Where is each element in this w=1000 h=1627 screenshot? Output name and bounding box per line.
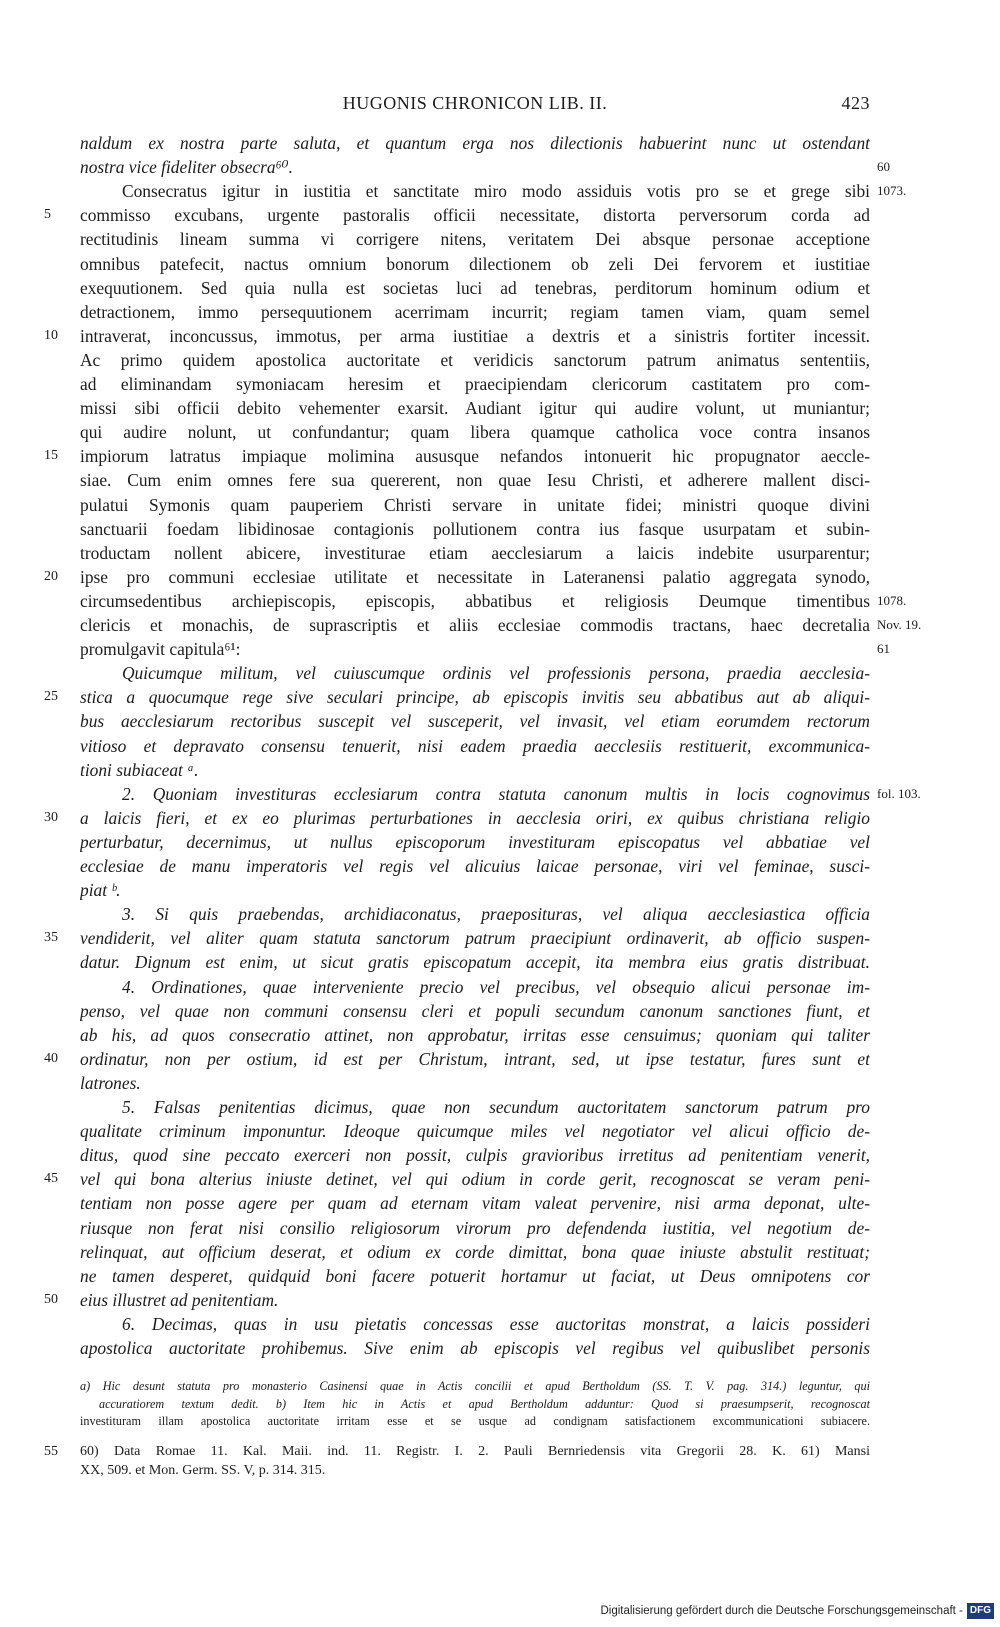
line-number: 50 (44, 1291, 58, 1307)
body-line: Consecratus igitur in iustitia et sanctitate miro modo assiduis votis pro se et grege sibi (122, 181, 870, 202)
body-line: vendiderit, vel aliter quam statuta sanctorum patrum praecipiunt ordinaverit, ab officio suspen- (80, 928, 870, 949)
footnote-line: accuratiorem textum dedit. b) Item hic in Actis et apud Bertholdum adduntur: Quod si praesumpserit, recognoscat (99, 1396, 870, 1411)
running-title: HUGONIS CHRONICON LIB. II. (342, 93, 608, 113)
body-line: latrones. (80, 1072, 141, 1093)
body-line: penso, vel quae non communi consensu cleri et populi secundum canonum sanctiones fiunt, et (80, 1000, 870, 1021)
body-line: naldum ex nostra parte saluta, et quantum erga nos dilectionis habuerint nunc ut ostendant (80, 133, 870, 153)
body-line: riusque non ferat nisi consilio religiosorum virorum pro defendenda iustitia, vel negotium de- (80, 1217, 870, 1238)
body-line: tentiam non posse agere per quam ad eternam vitam valeat pervenire, nisi arma deponat, ulte- (80, 1193, 870, 1214)
line-number: 20 (44, 568, 58, 584)
body-line: 3. Si quis praebendas, archidiaconatus, praeposituras, vel aliqua aecclesiastica officia (122, 904, 870, 925)
body-line: clericis et monachis, de suprascriptis et aliis ecclesiae commodis tractans, haec decretalia (80, 615, 870, 635)
body-line: perturbatur, decernimus, ut nullus episcoporum investituram episcopatus vel abbatiae vel (80, 831, 870, 852)
line-number: 45 (44, 1171, 58, 1187)
body-line: 2. Quoniam investituras ecclesiarum contra statuta canonum multis in locis cognovimus (122, 783, 870, 804)
body-line: circumsedentibus archiepiscopis, episcopis, abbatibus et religiosis Deumque timentibus (80, 590, 870, 611)
body-line: ipse pro communi ecclesiae utilitate et necessitate in Lateranensi palatio aggregata synodo, (80, 566, 870, 587)
digitization-footer (600, 1601, 994, 1621)
body-line: pulatui Symonis quam pauperiem Christi servare in unitate fidei; ministri quoque divini (80, 494, 870, 515)
body-line: apostolica auctoritate prohibemus. Sive enim ab episcopis vel regibus vel quibuslibet personis (80, 1338, 870, 1358)
body-line: relinquat, aut officium deserat, et odium ex corde dimittat, bona quae iniuste abstulit restituat; (80, 1241, 870, 1262)
body-line: siae. Cum enim omnes fere sua quererent, non quae Iesu Christi, et adherere mallent disci- (80, 470, 870, 491)
body-line: ad eliminandam symoniacam heresim et praecipiendam clericorum castitatem pro com- (80, 374, 870, 394)
body-line: detractionem, immo persequutionem acerrimam incurrit; regiam tamen viam, quam semel (80, 301, 870, 322)
body-line: nostra vice fideliter obsecra⁶⁰. (80, 157, 293, 178)
line-number: 15 (44, 448, 58, 464)
body-line: piat ᵇ. (80, 880, 121, 901)
body-line: bus aecclesiarum rectoribus suscepit vel susceperit, vel invasit, vel etiam eorumdem rectorum (80, 711, 870, 732)
body-line: commisso excubans, urgente pastoralis officii necessitate, distorta perversorum corda ad (80, 205, 870, 226)
running-header (80, 93, 870, 117)
body-line: 6. Decimas, quas in usu pietatis concessas esse auctoritas monstrat, a laicis possideri (122, 1313, 870, 1334)
dfg-logo: DFG (967, 1603, 994, 1619)
body-line: intraverat, inconcussus, immotus, per arma iustitiae a dextris et a sinistris fortiter incessit. (80, 325, 870, 346)
body-line: omnibus patefecit, nactus omnium bonorum dilectionem ob zeli Dei fervorem et iustitiae (80, 253, 870, 274)
body-line: eius illustret ad penitentiam. (80, 1289, 279, 1310)
body-line: troductam nollent abicere, investiturae etiam aecclesiarum a laicis indebite usurparentur; (80, 542, 870, 563)
body-line: ne tamen desperet, quidquid boni facere potuerit hortamur ut faciat, ut Deus omnipotens cor (80, 1265, 870, 1286)
body-line: datur. Dignum est enim, ut sicut gratis episcopatum accepit, ita membra eius gratis distribuat. (80, 952, 870, 973)
body-line: vel qui bona alterius iniuste detinet, vel qui odium in corde gerit, recognoscat se veram peni- (80, 1169, 870, 1190)
body-line: qualitate criminum imponuntur. Ideoque quicumque miles vel negotiator vel alicui officio de- (80, 1121, 870, 1142)
body-line: ordinatur, non per ostium, id est per Christum, intrant, sed, ut ipse testatur, fures sunt et (80, 1048, 870, 1069)
footnote-line: investituram illam apostolica auctoritate irritam esse et se usque ad condignam satisfactionem excommunicationi subiacere. (80, 1414, 870, 1428)
line-number: 35 (44, 930, 58, 946)
body-line: 5. Falsas penitentias dicimus, quae non secundum auctoritatem sanctorum patrum pro (122, 1097, 870, 1117)
body-line: Ac primo quidem apostolica auctoritate et veridicis sanctorum patrum animatus sententiis, (80, 349, 870, 370)
body-line: ab his, ad quos consecratio attinet, non approbatur, irritas esse censuimus; quoniam qui taliter (80, 1024, 870, 1045)
line-number: 40 (44, 1050, 58, 1066)
line-number: 25 (44, 689, 58, 705)
body-line: impiorum latratus impiaque molimina aususque nefandos intonuerit hic propugnator aeccle- (80, 446, 870, 467)
body-line: ecclesiae de manu imperatoris vel regis vel alicuius laicae personae, viri vel feminae, susci- (80, 856, 870, 876)
reference-line: XX, 509. et Mon. Germ. SS. V, p. 314. 315. (80, 1463, 326, 1478)
body-line: 4. Ordinationes, quae interveniente precio vel precibus, vel obsequio alicui personae im- (122, 976, 870, 997)
margin-note: 1078. (877, 592, 907, 608)
body-line: qui audire nolunt, ut confundantur; quam libera quamque catholica voce contra insanos (80, 422, 870, 443)
page-number: 423 (841, 93, 870, 113)
body-line: stica a quocumque rege sive seculari principe, ab episcopis invitis seu abbatibus aut ab aliqui- (80, 687, 870, 708)
margin-note: 61 (877, 641, 890, 657)
line-number: 55 (44, 1444, 58, 1459)
body-line: a laicis fieri, et ex eo plurimas perturbationes in aecclesia oriri, ex quibus christiana religio (80, 807, 870, 828)
line-number: 5 (44, 207, 51, 223)
margin-note: 1073. (877, 183, 907, 199)
margin-note: Nov. 19. (877, 617, 922, 632)
reference-line: 60) Data Romae 11. Kal. Maii. ind. 11. Registr. I. 2. Pauli Bernriedensis vita Gregorii 28. K. 61) Mansi (80, 1444, 870, 1459)
margin-note: 60 (877, 159, 890, 175)
line-number: 10 (44, 327, 58, 343)
body-line: vitioso et depravato consensu tenuerit, nisi eadem praedia aecclesiis restituerit, excommunica- (80, 735, 870, 756)
body-line: rectitudinis lineam summa vi corrigere nitens, veritatem Dei absque personae acceptione (80, 229, 870, 250)
margin-note: fol. 103. (877, 785, 921, 801)
line-number: 30 (44, 809, 58, 825)
body-line: sanctuarii foedam libidinosae contagionis pollutionem contra ius fasque usurpatam et subin- (80, 518, 870, 539)
footer-text: Digitalisierung gefördert durch die Deutsche Forschungsgemeinschaft - (600, 1605, 963, 1617)
body-line: promulgavit capitula⁶¹: (80, 639, 241, 660)
footnote-line: a) Hic desunt statuta pro monasterio Casinensi quae in Actis concilii et apud Bertholdum (SS. T. V. pag. 314.) leguntur, qui (80, 1379, 870, 1393)
body-line: missi sibi officii debito vehementer exarsit. Audiant igitur qui audire volunt, ut muniantur; (80, 398, 870, 419)
body-line: ditus, quod sine peccato exerceri non possit, culpis gravioribus irretitus ad penitentiam venerit, (80, 1145, 870, 1166)
body-line: exequutionem. Sed quia nulla est societas luci ad tenebras, perditorum hominum odium et (80, 277, 870, 298)
body-line: Quicumque militum, vel cuiuscumque ordinis vel professionis persona, praedia aecclesia- (122, 663, 870, 684)
body-line: tioni subiaceat ᵃ. (80, 759, 199, 780)
